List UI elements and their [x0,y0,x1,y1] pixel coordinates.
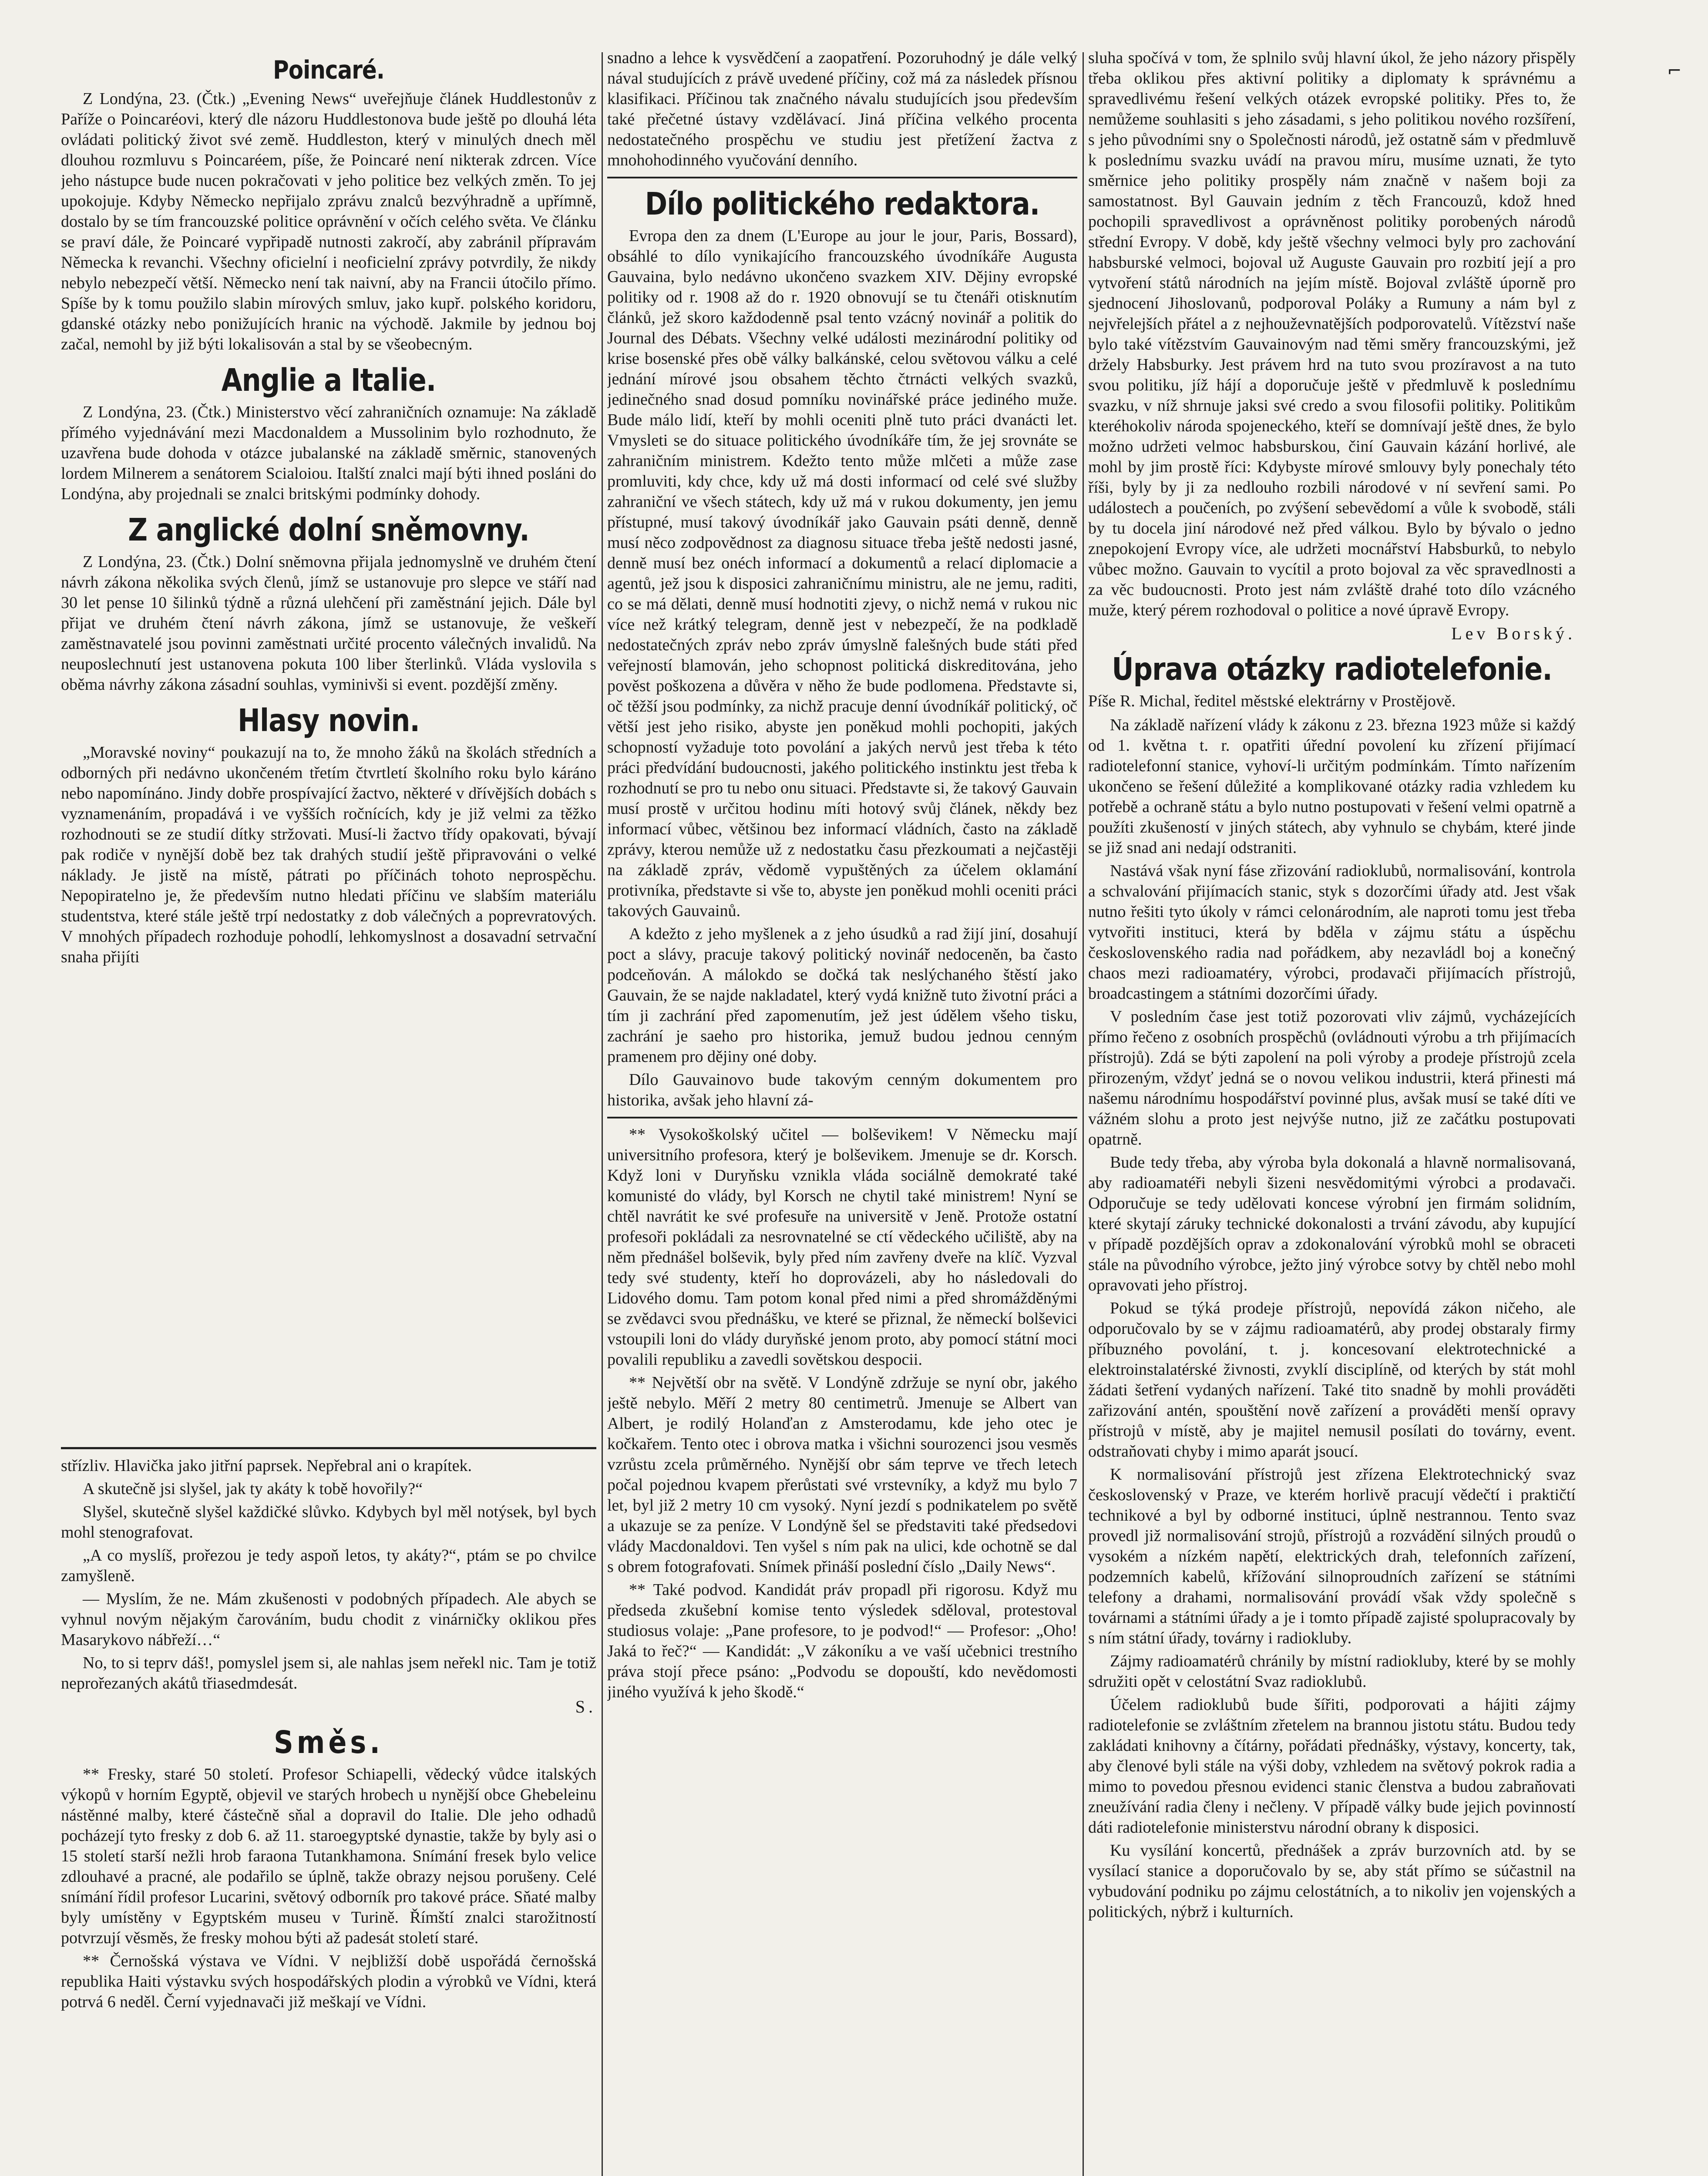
continued-text: sluha spočívá v tom, že splnilo svůj hlavní úkol, že jeho názory přispěly třeba oklikou přes aktivní politiky a diplomaty k správnému a spravedlivému řešení velkých otázek evropské politiky. Přes to, že nemůžeme souhlasiti s jeho zásadami, s jeho politikou nového rozšíření, s jeho původními sny o Společnosti národů, jež ostatně sám v předmluvě k poslednímu svazku uvádí na pravou míru, musíme uznati, že tyto směrnice jeho politiky prospěly nám značně v našem boji za samostatnost. Byl Gauvain jedním z těch Francouzů, kdož hned pochopili spravedlivost a oprávněnost politiky porobených národů střední Evropy. V době, kdy ještě všechny velmoci byly pro zachování habsburské velmoci, bojoval už Auguste Gauvain pro rozbití její a pro vytvoření států národních na jejím místě. Bojoval zvláště úporně pro sjednocení Jihoslovanů, podporoval Poláky a Rumuny a nám byl z nejvřelejších přátel a z nejhouževnatějších podporovatelů. Vítězství naše bylo také vítězstvím Gauvainovým nad těmi směry francouzskými, jež držely Habsburky. Jest právem hrd na tuto svou prozíravost a na tuto svou politiku, jíž hájí a doporučuje ještě v předmluvě k poslednímu svazku, v níž shrnuje jaksi své credo a svou filosofii politiky. Politikům kteréhokoliv národa spojeneckého, kteří se domnívají ještě dnes, že bylo možno udržeti velmoc habsburskou, činí Gauvain kázání horlivé, ale mohl by jim prostě říci: Kdybyste mírové smlouvy byly ponechaly této říši, byly by ji za nedlouho rozbili národové v ní sevření sami. Po událostech a poučeních, po zvýšení sebevědomí a vůle k svobodě, stáli by tu docela jiní národové než před válkou. Bylo by bývalo o jedno znepokojení Evropy více, ale udržeti mocnářství Habsburků, to nebylo vůbec možno. Gauvain to vycítil a proto bojoval za věc spravedlnosti a za věc budoucnosti. Proto jest nám zvláště drahé toto dílo vzácného muže, který pérem rozhodoval o politice a nové úpravě Evropy. [1088,49,1576,619]
crop-mark: ⌐ [1667,61,1682,81]
uprava-paragraph: Zájmy radioamatérů chránily by místní radiokluby, které by se mohly sdružiti opět v celostátní Svaz radioklubů. [1088,1652,1576,1691]
column-rule-2 [1083,52,1084,2176]
news-obr: ** Největší obr na světě. V Londýně zdržuje se nyní obr, jakého ještě nebylo. Měří 2 metry 80 centimetrů. Jmenuje se Albert van Albert, je rodilý Holanďan z Amsterodamu, kde jeho otec je kočkařem. Tento otec i obrova matka i všichni sourozenci jsou vesměs vzrůstu zcela průměrného. Nynější obr sám teprve ve třech letech počal pojednou kvapem přerůstati své vrstevníky, a když mu bylo 7 let, byl již 2 metry 10 cm vysoký. Nyní jezdí s podnikatelem po světě a ukazuje se za peníze. V Londýně šel se představiti také předsedovi vlády Macdonaldovi. Ten vyšel s ním pak na ulici, kde ochotně se dal s obrem fotografovati. Snímek přináší poslední číslo „Daily News“. [607,1373,1077,1576]
separator [607,177,1077,178]
uprava-paragraph: V posledním čase jest totiž pozorovati vliv zájmů, vycházejících přímo řečeno z osobních prospěchů (ovládnouti výrobu a trh přijímacích přístrojů). Zdá se býti zapolení na poli výroby a prodeje přístrojů zcela přirozeným, vždyť jedná se o novou velikou industrii, která přinesti má našemu národnímu hospodářství povinné plus, avšak musí se také díti ve vážném slohu a proto jest nejvýše nutno, již ze začátku postupovati opatrně. [1088,1007,1576,1148]
column-2 [607,48,1077,2176]
uprava-paragraph: Účelem radioklubů bude šířiti, podporovati a hájiti zájmy radiotelefonie se zvláštním zřetelem na brannou jistotu státu. Budou tedy zakládati knihovny a čítárny, pořádati přednášky, výstavy, koncerty, tak, aby členové byli stále na výši doby, vzhledem na světový pokrok radia a mimo to povedou přesnou evidenci stanic členstva a budou zabraňovati zneužívání radia členy i nečleny. V případě války bude jejich povinností dáti radiotelefonie ministerstvu národní obrany k disposici. [1088,1696,1576,1837]
news-ucitel: ** Vysokoškolský učitel — bolševikem! V Německu mají universitního profesora, který je bolševikem. Jmenuje se dr. Korsch. Když loni v Duryňsku vznikla vláda sociálně demokraté také komunisté do vlády, byl Korsch ne chytil také ministrem! Nyní se chtěl navrátit ke své profesuře na universitě v Jeně. Protože ostatní profesoři pokládali za nesrovnatelné se ctí vědeckého učiliště, aby na něm přednášel bolševik, byly před ním zavřeny dveře na klíč. Vyzval tedy své studenty, kteří ho doprovázeli, aby ho následovali do Lidového domu. Tam potom konal před nimi a před shromážděnými se zvědavci svou přednášku, ve které se přiznal, že německí bolševici vstoupili loni do vlády duryňské jenom proto, aby pomocí státní moci povalili republiku a zavedli sovětskou despocii. [607,1125,1077,1369]
dilo-paragraph: A kdežto z jeho myšlenek a z jeho úsudků a rad žijí jiní, dosahují poct a slávy, pracuje takový politický novinář nedoceněn, ba často podceňován. A málokdo se dočká tak neslýchaného štěstí jako Gauvain, že se najde nakladatel, který vydá knižně tuto životní práci a tím ji zachrání před zapomenutím, jež jest údělem všeho tisku, zachrání je saeho pro historika, jemuž budou jednou cenným pramenem pro dějiny oné doby. [607,925,1077,1066]
story-paragraph: střízliv. Hlavička jako jitřní paprsek. Nepřebral ani o krapítek. [61,1457,472,1475]
column-1-bottom [61,1456,596,2176]
anglie-heading: Anglie a Italie. [221,362,436,399]
news-podvod: ** Také podvod. Kandidát práv propadl při rigorosu. Když mu předseda zkušební komise tento výsledek sděloval, protestoval studiosus volaje: „Pane profesore, to je podvod!“ — Profesor: „Oho! Jaká to řeč?“ — Kandidát: „V zákoníku a ve vaší učebnici trestního práva stojí přece psáno: „Podvodu se dopouští, kdo nevědomosti jiného využívá k jeho škodě.“ [607,1581,1077,1701]
hlasy-article: „Moravské noviny“ poukazují na to, že mnoho žáků na školách středních a odborných při nedávno ukončeném třetím čtvrtletí školního roku bylo káráno nebo napomínáno. Jindy dobře prospívající žactvo, některé v dřívějších dobách s vyznamenáním, propadává i ve vyšších ročnících, kdy je již velmi za těžko rozhodnouti se ze studií dítky stržovati. Musí-li žactvo třídy opakovati, bývají pak rodiče v nynější době bez tak drahých studií ještě připravováni o velké náklady. Je jistě na místě, pátrati po příčinách tohoto neprospěchu. Nepopiratelno je, že především nutno hledati příčinu ve slabším materiálu studentstva, které stále ještě trpí nedostatky z dob válečných a poprevratových. V mnohých případech rozhoduje pohodlí, lehkomyslnost a dosavadní setrvační snaha přijíti [61,743,596,966]
story-paragraph: A skutečně jsi slyšel, jak ty akáty k tobě hovořily?“ [83,1480,423,1498]
author-signature: Lev Borský. [1451,624,1576,643]
smes-fresky: ** Fresky, staré 50 století. Profesor Schiapelli, vědecký vůdce italských výkopů v horním Egyptě, objevil ve starých hrobech u nynější obce Ghebeleinu nástěnné malby, které částečně sňal a dopravil do Italie. Dle jeho odhadů pocházejí tyto fresky z dob 6. až 11. staroegyptské dynastie, takže by byly asi o 15 století starší nežli hrob faraona Tutankhamona. Snímání fresek bylo velice zdlouhavé a pracné, ale podařilo se úplně, takže obrazy nejsou porušeny. Celé snímání řídil profesor Lucarini, světový odborník pro takové práce. Sňaté malby byly umístěny v Egyptském museu v Turině. Římští znalci starožitností potvrzují věsměs, že fresky mohou býti až padesát století staré. [61,1765,596,1947]
story-paragraph: Slyšel, skutečně slyšel každičké slůvko. Kdybych byl měl notýsek, byl bych mohl stenografovat. [61,1503,596,1541]
column-1 [61,48,596,1445]
column-3 [1088,48,1576,2176]
story-paragraph: — Myslím, že ne. Mám zkušenosti v podobných případech. Ale abych se vyhnul novým nějakým čarováním, budu chodit z vinárničky oklikou přes Masarykovo nábřeží…“ [61,1590,596,1649]
snemovna-heading: Z anglické dolní sněmovny. [128,511,529,548]
uprava-paragraph: Bude tedy třeba, aby výroba byla dokonalá a hlavně normalisovaná, aby radioamatéři nebyli šizeni nesvědomitými výrobci a prodavači. Odporučuje se tedy udělovati koncese výrobní jen firmám solidním, které skytají záruky technické dokonalosti a trvání závodu, aby kupující v případě pozdějších oprav a zdokonalování výrobků mohl se obraceti stále na původního výrobce, ježto jiný výrobce sotvy by chtěl nebo mohl opravovati jeho přístroj. [1088,1153,1576,1294]
uprava-paragraph: Ku vysílání koncertů, přednášek a zpráv burzovních atd. by se vysílací stanice a doporučovalo by se, aby stát přímo se súčastnil na vybudování podniku po zájmu celostátních, a to nikoliv jen vojenských a politických, nýbrž i kulturních. [1088,1841,1576,1921]
story-paragraph: „A co myslíš, prořezou je tedy aspoň letos, ty akáty?“, ptám se po chvilce zamyšleně. [61,1546,596,1585]
smes-heading: Směs. [274,1724,383,1761]
hlasy-heading: Hlasy novin. [238,702,420,739]
story-paragraph: No, to si teprv dáš!, pomyslel jsem si, ale nahlas jsem neřekl nic. Tam je totiž neprořezaných akátů třiasedmdesát. [61,1654,596,1692]
uprava-paragraph: Na základě nařízení vlády k zákonu z 23. března 1923 může si každý od 1. května t. r. opatřiti úřední povolení ku zřízení přijímací radiotelefonní stanice, vyhoví-li určitým podmínkám. Tímto nařízením ukončeno se řešení důležité a komplikované otázky radia vzhledem ku potřebě a ochraně státu a bylo nutno postupovati v řešení velmi opatrně a použíti zkušeností v jiných státech, aby vyhnulo se chybám, které jinde se již snad ani nedají odstraniti. [1088,716,1576,857]
continued-text: snadno a lehce k vysvědčení a zaopatření. Pozoruhodný je dále velký nával studujících z právě uvedené příčiny, což má za následek přísnou klasifikaci. Příčinou tak značného návalu studujících jsou především také přečetné ústavy vzdělávací. Jiná příčina velkého procenta nedostatečného prospěchu ve studiu jest přetížení žactva z mnohohodinného vyučování denního. [607,49,1077,169]
dilo-heading: Dílo politického redaktora. [645,185,1040,222]
uprava-byline: Píše R. Michal, ředitel městské elektrárny v Prostějově. [1088,692,1456,710]
separator [607,1117,1077,1118]
anglie-article: Z Londýna, 23. (Čtk.) Ministerstvo věcí zahraničních oznamuje: Na základě přímého vyjednávání mezi Macdonaldem a Mussolinim bylo rozhodnuto, že uzavřena bude dohoda v otázce jubalanské na základě směrnic, stanovených lordem Milnerem a senátorem Scialoiou. Italští znalci mají býti ihned posláni do Londýna, aby projednali se znalci britskými podmínky dohody. [61,403,596,503]
dilo-paragraph: Evropa den za dnem (L'Europe au jour le jour, Paris, Bossard), obsáhlé to dílo vynikajícího francouzského úvodníkáře Augusta Gauvaina, bylo nedávno ukončeno svazkem XIV. Dějiny evropské politiky od r. 1908 až do r. 1920 obnovují se tu čtenáři otisknutím článků, jež skoro každodenně psal tento vzácný novinář a politik do Journal des Débats. Všechny velké události mezinárodní politiky od krise bosenské přes obě války balkánské, celou světovou válku a celé jednání mírové jsou obsahem těchto čtrnácti velkých svazků, jedinečného snad dosud pomníku novinářské práce jediného muže. Bude málo lidí, kteří by mohli oceniti plně tuto práci dvanácti let. Vmysleti se do situace politického úvodníkáře tím, že jej srovnáte se zahraničním ministrem. Kdežto tento může mlčeti a může zase promluviti, kdy chce, kdy už má dosti informací od celé své služby zahraniční ve všech státech, kdy už má v rukou dokumenty, jen jemu přístupné, musí takový úvodníkář jako Gauvain psáti denně, denně musí něco zodpovědnost za diagnosu situace třeba ještě nedosti jasné, denně musí bez onéch informací a dokumentů a relací diplomacie a agentů, jež jsou k disposici zahraničnímu ministru, ale ne jemu, raditi, co se má dělati, denně musí hodnotiti zjevy, o nichž nemá v rukou nic více než krátký telegram, denně jest v nebezpečí, že na podkladě nedostatečných zpráv nebo zpráv úmyslně falešných bude státi před veřejností blamován, jeho schopnost politická diskreditována, jeho pověst poškozena a důvěra v něho že bude podlomena. Představte si, oč těžší jsou podmínky, za nichž pracuje denní úvodníkář politický, oč větší jest jeho risiko, abyste jen poněkud mohli pochopiti, jakých schopností vyžaduje toto povolání a jakých nervů jest třeba k této práci předvídání budoucnosti, jakého politického instinktu jest třeba k rozhodnutí se pro tu nebo onu situaci. Představte si, že takový Gauvain musí prostě v určitou hodinu míti hotový svůj článek, někdy bez informací vůbec, většinou bez informací vládních, často na základě zprávy, kterou nemůže už z nedostatku času přezkoumati a nejčastěji na základě zpráv, vědomě vypuštěných za účelem oklamání protivníka, představte si vše to, abyste jen poněkud mohli oceniti práci takových Gauvainů. [607,227,1077,920]
uprava-paragraph: K normalisování přístrojů jest zřízena Elektrotechnický svaz československý v Praze, ve kterém horlivě pracují vědečtí i praktičtí technikové a byl by odborné instituci, úplně nestrannou. Tento svaz provedl již normalisování strojů, přístrojů a rozvádění silných proudů o vysokém a nízkém napětí, elektrických drah, telefonních zařízení, podzemních kabelů, křížování silnoproudních zařízení se státními telefony a drahami, normalisování provádí však vždy společně s továrnami a státními úřady a je i tomto případě zajisté spolupracovaly by s ním státní úřady, továrny i radiokluby. [1088,1465,1576,1647]
uprava-paragraph: Nastává však nyní fáse zřizování radioklubů, normalisování, kontrola a schvalování přijímacích stanic, styk s dozorčími úřady atd. Jest však nutno řešiti tyto úkoly v rámci celonárodním, ale naproti tomu jest třeba vytvořiti instituci, která by bděla v zájmu státu a úspěchu československého radia nad pořádkem, aby nezavládl boj a konečný chaos mezi radioamatéry, výrobci, prodavači přijímacích přístrojů, broadcastingem a státními dozorčími úřady. [1088,862,1576,1003]
smes-vystava: ** Černošská výstava ve Vídni. V nejbližší době uspořádá černošská republika Haiti výstavku svých hospodářských plodin a výrobků ve Vídni, která potrvá 6 neděl. Černí vyjednavači již meškají ve Vídni. [61,1952,596,2011]
column-1-break-rule [61,1447,596,1449]
column-rule-1 [602,52,603,2176]
uprava-heading: Úprava otázky radiotelefonie. [1112,651,1552,688]
uprava-paragraph: Pokud se týká prodeje přístrojů, nepovídá zákon ničeho, ale odporučovalo by se v zájmu radioamatérů, aby prodej obstaraly firmy příbuzného povolání, t. j. koncesovaní elektrotechnické a elektroinstalatérské živnosti, zvyklí disciplíně, od kterých by stát mohl žádati šetření vydaných nařízení. Také tito snadně by mohli prováděti zařizování antén, spouštění nově zařízení a prováděti menší opravy přístrojů v místě, aby je majitel nemusil posílati do továrny, event. odstraňovati chyby i mimo aparát jsoucí. [1088,1299,1576,1461]
story-signature: S. [575,1697,596,1716]
snemovna-article: Z Londýna, 23. (Čtk.) Dolní sněmovna přijala jednomyslně ve druhém čtení návrh zákona několika svých členů, jímž se ustanovuje pro slepce ve stáří nad 30 let pense 10 šilinků týdně a různá ulehčení při zaměstnání jejich. Dále byl přijat ve druhém čtení návrh zákona, jímž se ustanovuje, že veškeří zaměstnavatelé jsou povinni zaměstnati určité procento válečných invalidů. Na neuposlechnutí jest ustanovena pokuta 100 liber šterlinků. Vláda vyslovila s oběma návrhy zákona zásadní souhlas, vyminivši si event. pozdější změny. [61,553,596,694]
dilo-paragraph: Dílo Gauvainovo bude takovým cenným dokumentem pro historika, avšak jeho hlavní zá- [607,1071,1077,1109]
poincare-heading: Poincaré. [273,55,384,85]
poincare-article: Z Londýna, 23. (Čtk.) „Evening News“ uveřejňuje článek Huddlestonův z Paříže o Poincaréovi, který dle názoru Huddlestonova bude ještě po dlouhá léta ovládati politický život své země. Huddleston, který v minulých dnech měl dlouhou rozmluvu s Poincaréem, píše, že Poincaré není nikterak zdrcen. Více jeho nástupce bude nucen pokračovati v jeho politice bez velkých změn. To jej upokojuje. Kdyby Německo nepřijalo zprávu znalců bezvýhradně a upřímně, dostalo by se tím francouzské politice oprávnění v očích celého světa. Ve článku se praví dále, že Poincaré vypřipadě nutnosti zakročí, aby zabránil přípravám Německa k revanchi. Všechny oficielní i neoficielní zprávy potvrdily, že nikdy nebylo nebezpečí větší. Německo není tak naivní, aby na Francii útočilo přímo. Spíše by k tomu použilo slabin mírových smluv, jako kupř. polského koridoru, gdanské otázky nebo ponižujících hranic na východě. Jakmile by jednou boj začal, nemohl by již býti lokalisován a stal by se všeobecným. [61,90,596,353]
